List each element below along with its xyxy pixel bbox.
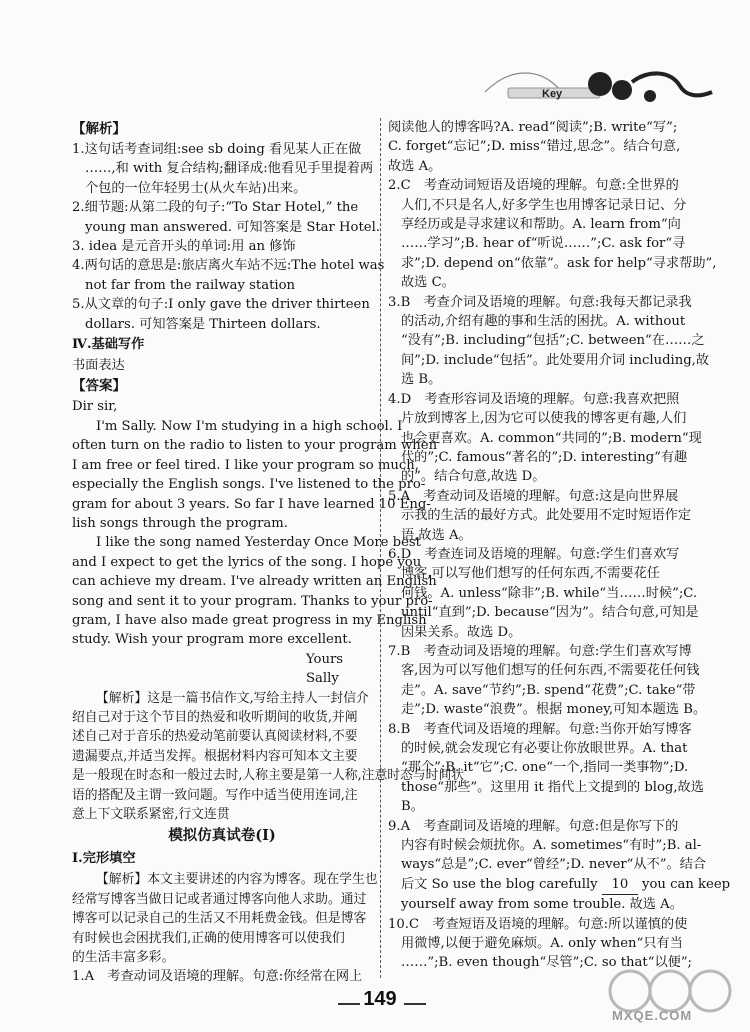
text-line: B。 bbox=[401, 799, 424, 815]
text-segment: you can keep bbox=[637, 876, 731, 892]
text-line: 客,因为可以写他们想写的任何东西,不需要花任何钱 bbox=[401, 663, 700, 679]
text-line: 【解析】本文主要讲述的内容为博客。现在学生也 bbox=[96, 872, 378, 888]
page-number-dash-right bbox=[404, 1003, 426, 1005]
text-line: can achieve my dream. I've already written an English bbox=[72, 574, 437, 590]
text-line: “那个”;B. it“它”;C. one“一个,指同一类事物”;D. bbox=[401, 760, 689, 776]
text-line: 走”;D. waste“浪费”。根据 money,可知本题选 B。 bbox=[401, 702, 707, 718]
text-line: 语,故选 A。 bbox=[401, 527, 472, 543]
exam-title: 模拟仿真试卷(Ⅰ) bbox=[168, 827, 276, 845]
text-line: 何钱。A. unless“除非”;B. while“当……时候”;C. bbox=[401, 585, 698, 601]
text-line: 经常写博客当做日记或者通过博客向他人求助。通过 bbox=[72, 891, 367, 907]
key-label: Key bbox=[542, 88, 563, 100]
text-line: until“直到”;D. because“因为”。结合句意,可知是 bbox=[401, 605, 699, 621]
text-line: 7.B 考查动词及语境的理解。句意:学生们喜欢写博 bbox=[388, 643, 692, 659]
section-tag: 【解析】 bbox=[72, 121, 126, 137]
text-line: 10.C 考查短语及语境的理解。句意:所以谨慎的使 bbox=[388, 916, 688, 932]
text-line: ……学习”;B. hear of“听说……”;C. ask for“寻 bbox=[401, 236, 686, 252]
text-line: 故选 A。 bbox=[388, 158, 442, 174]
text-line: Dir sir, bbox=[72, 399, 118, 415]
text-line: often turn on the radio to listen to your program when bbox=[72, 438, 438, 454]
text-line: 用微博,以便于避免麻烦。A. only when“只有当 bbox=[401, 936, 683, 952]
text-line: C. forget“忘记”;D. miss“错过,思念”。结合句意, bbox=[388, 139, 681, 155]
text-line: 6.D 考查连词及语境的理解。句意:学生们喜欢写 bbox=[388, 546, 680, 562]
text-line: 的时候,就会发现它有必要让你放眼世界。A. that bbox=[401, 741, 688, 756]
text-line: ……,和 with 复合结构;翻译成:他看见手里提着两 bbox=[85, 161, 374, 177]
text-line: 博客可以记录自己的生活又不用耗费金钱。但是博客 bbox=[72, 911, 367, 927]
text-line: 故选 C。 bbox=[401, 275, 455, 291]
section-tag: 【答案】 bbox=[72, 378, 126, 395]
text-line: 述自己对于音乐的热爱动笔前要认真阅读材料,不要 bbox=[72, 729, 358, 745]
text-line: 4.D 考查形容词及语境的理解。句意:我喜欢把照 bbox=[388, 391, 680, 407]
text-line: gram for about 3 years. So far I have learned 10 Eng- bbox=[72, 496, 431, 512]
text-line: 求”;D. depend on“依靠”。ask for help“寻求帮助”, bbox=[401, 255, 717, 271]
text-line: 的”。结合句意,故选 D。 bbox=[401, 469, 546, 485]
text-line: not far from the railway station bbox=[85, 277, 296, 293]
text-line: “没有”;B. including“包括”;C. between“在……之 bbox=[401, 333, 705, 349]
text-line: 4.两句话的意思是:旅店离火车站不远:The hotel was bbox=[72, 258, 385, 274]
text-line: 5.从文章的句子:I only gave the driver thirteen bbox=[72, 297, 370, 313]
text-line: 因果关系。故选 D。 bbox=[401, 624, 522, 640]
blank-number: 10 bbox=[602, 875, 638, 895]
text-line: study. Wish your program more excellent. bbox=[72, 632, 352, 648]
text-line: 遗漏要点,并适当发挥。根据材料内容可知本文主要 bbox=[72, 748, 358, 764]
letter-signature: Sally bbox=[306, 671, 339, 687]
text-line: 代的”;C. famous“著名的”;D. interesting“有趣 bbox=[401, 449, 688, 465]
text-line: 3.B 考查介词及语境的理解。句意:我每天都记录我 bbox=[388, 294, 692, 310]
text-line: 的生活丰富多彩。 bbox=[72, 950, 175, 966]
right-column bbox=[388, 118, 731, 973]
text-line: 的活动,介绍有趣的事和生活的困扰。A. without bbox=[401, 314, 686, 330]
text-line: 1.这句话考查词组:see sb doing 看见某人正在做 bbox=[72, 142, 362, 157]
text-line: 博客,可以写他们想写的任何东西,不需要花任 bbox=[401, 566, 660, 582]
text-line: 内容有时候会烦扰你。A. sometimes“有时”;B. al- bbox=[401, 838, 702, 854]
text-line: 语的搭配及主谓一致问题。写作中适当使用连词,注 bbox=[72, 787, 358, 803]
text-line: I am free or feel tired. I like your program so much, bbox=[72, 457, 419, 473]
key-banner-decoration bbox=[480, 62, 720, 110]
text-line: 1.A 考查动词及语境的理解。句意:你经常在网上 bbox=[72, 969, 363, 985]
text-line: 片放到博客上,因为它可以使我的博客更有趣,人们 bbox=[401, 411, 687, 427]
text-line: 是一般现在时态和一般过去时,人称主要是第一人称,注意时态与时间状 bbox=[72, 768, 465, 784]
text-line: 5.A 考查动词及语境的理解。句意:这是向世界展 bbox=[388, 488, 679, 504]
text-line: 2.C 考查动词短语及语境的理解。句意:全世界的 bbox=[388, 178, 679, 194]
section-heading: Ⅰ.完形填空 bbox=[72, 851, 136, 867]
text-segment: 后文 So use the blog carefully bbox=[401, 876, 602, 892]
text-line: 选 B。 bbox=[401, 372, 442, 388]
text-line: those“那些”。这里用 it 指代上文提到的 blog,故选 bbox=[401, 779, 704, 795]
text-line: 人们,不只是名人,好多学生也用博客记录日记、分 bbox=[401, 197, 687, 213]
watermark-text: MXQE.COM bbox=[612, 1008, 693, 1023]
text-line-with-blank bbox=[388, 875, 731, 895]
text-line: 2.细节题:从第二段的句子:“To Star Hotel,” the bbox=[72, 200, 359, 216]
text-line: 个包的一位年轻男士(从火车站)出来。 bbox=[85, 180, 307, 196]
page-number: 149 bbox=[363, 988, 397, 1010]
text-line: 享经历或是寻求建议和帮助。A. learn from“向 bbox=[401, 217, 681, 233]
text-line: lish songs through the program. bbox=[72, 515, 288, 531]
text-line: 书面表达 bbox=[72, 358, 125, 374]
text-line: 阅读他人的博客吗?A. read“阅读”;B. write“写”; bbox=[388, 120, 678, 135]
text-line: 3. idea 是元音开头的单词:用 an 修饰 bbox=[72, 239, 296, 255]
section-heading: Ⅳ.基础写作 bbox=[72, 337, 145, 353]
text-line: 绍自己对于这个节目的热爱和收听期间的收货,并阐 bbox=[72, 709, 358, 725]
text-line: young man answered. 可知答案是 Star Hotel. bbox=[85, 219, 380, 235]
text-line: 意上下文联系紧密,行文连贯 bbox=[72, 807, 230, 822]
text-line: 间”;D. include“包括”。此处要用介词 including,故 bbox=[401, 352, 710, 368]
text-line: song and sent it to your program. Thanks to your pro- bbox=[72, 593, 433, 609]
text-line: dollars. 可知答案是 Thirteen dollars. bbox=[85, 316, 321, 332]
text-line: I'm Sally. Now I'm studying in a high school. I bbox=[96, 418, 403, 434]
letter-signature: Yours bbox=[306, 651, 344, 667]
text-line: especially the English songs. I've listened to the pro- bbox=[72, 477, 426, 493]
text-line: ……”;B. even though“尽管”;C. so that“以便”; bbox=[401, 955, 692, 971]
text-line: 也会更喜欢。A. common“共同的”;B. modern“现 bbox=[401, 430, 702, 446]
text-line: 8.B 考查代词及语境的理解。句意:当你开始写博客 bbox=[388, 721, 692, 737]
text-line: ways“总是”;C. ever“曾经”;D. never“从不”。结合 bbox=[401, 857, 707, 873]
text-line: I like the song named Yesterday Once More best bbox=[96, 535, 421, 551]
text-line: 走”。A. save“节约”;B. spend“花费”;C. take“带 bbox=[401, 682, 696, 698]
text-line: and I expect to get the lyrics of the song. I hope you bbox=[72, 554, 422, 570]
text-line: yourself away from some trouble. 故选 A。 bbox=[401, 897, 683, 913]
text-line: 有时候也会困扰我们,正确的使用博客可以使我们 bbox=[72, 930, 345, 946]
text-line: 【解析】这是一篇书信作文,写给主持人一封信介 bbox=[96, 690, 369, 706]
text-line: 9.A 考查副词及语境的理解。句意:但是你写下的 bbox=[388, 818, 679, 834]
text-line: gram, I have also made great progress in my English bbox=[72, 612, 427, 628]
text-line: 示我的生活的最好方式。此处要用不定时短语作定 bbox=[401, 508, 692, 524]
